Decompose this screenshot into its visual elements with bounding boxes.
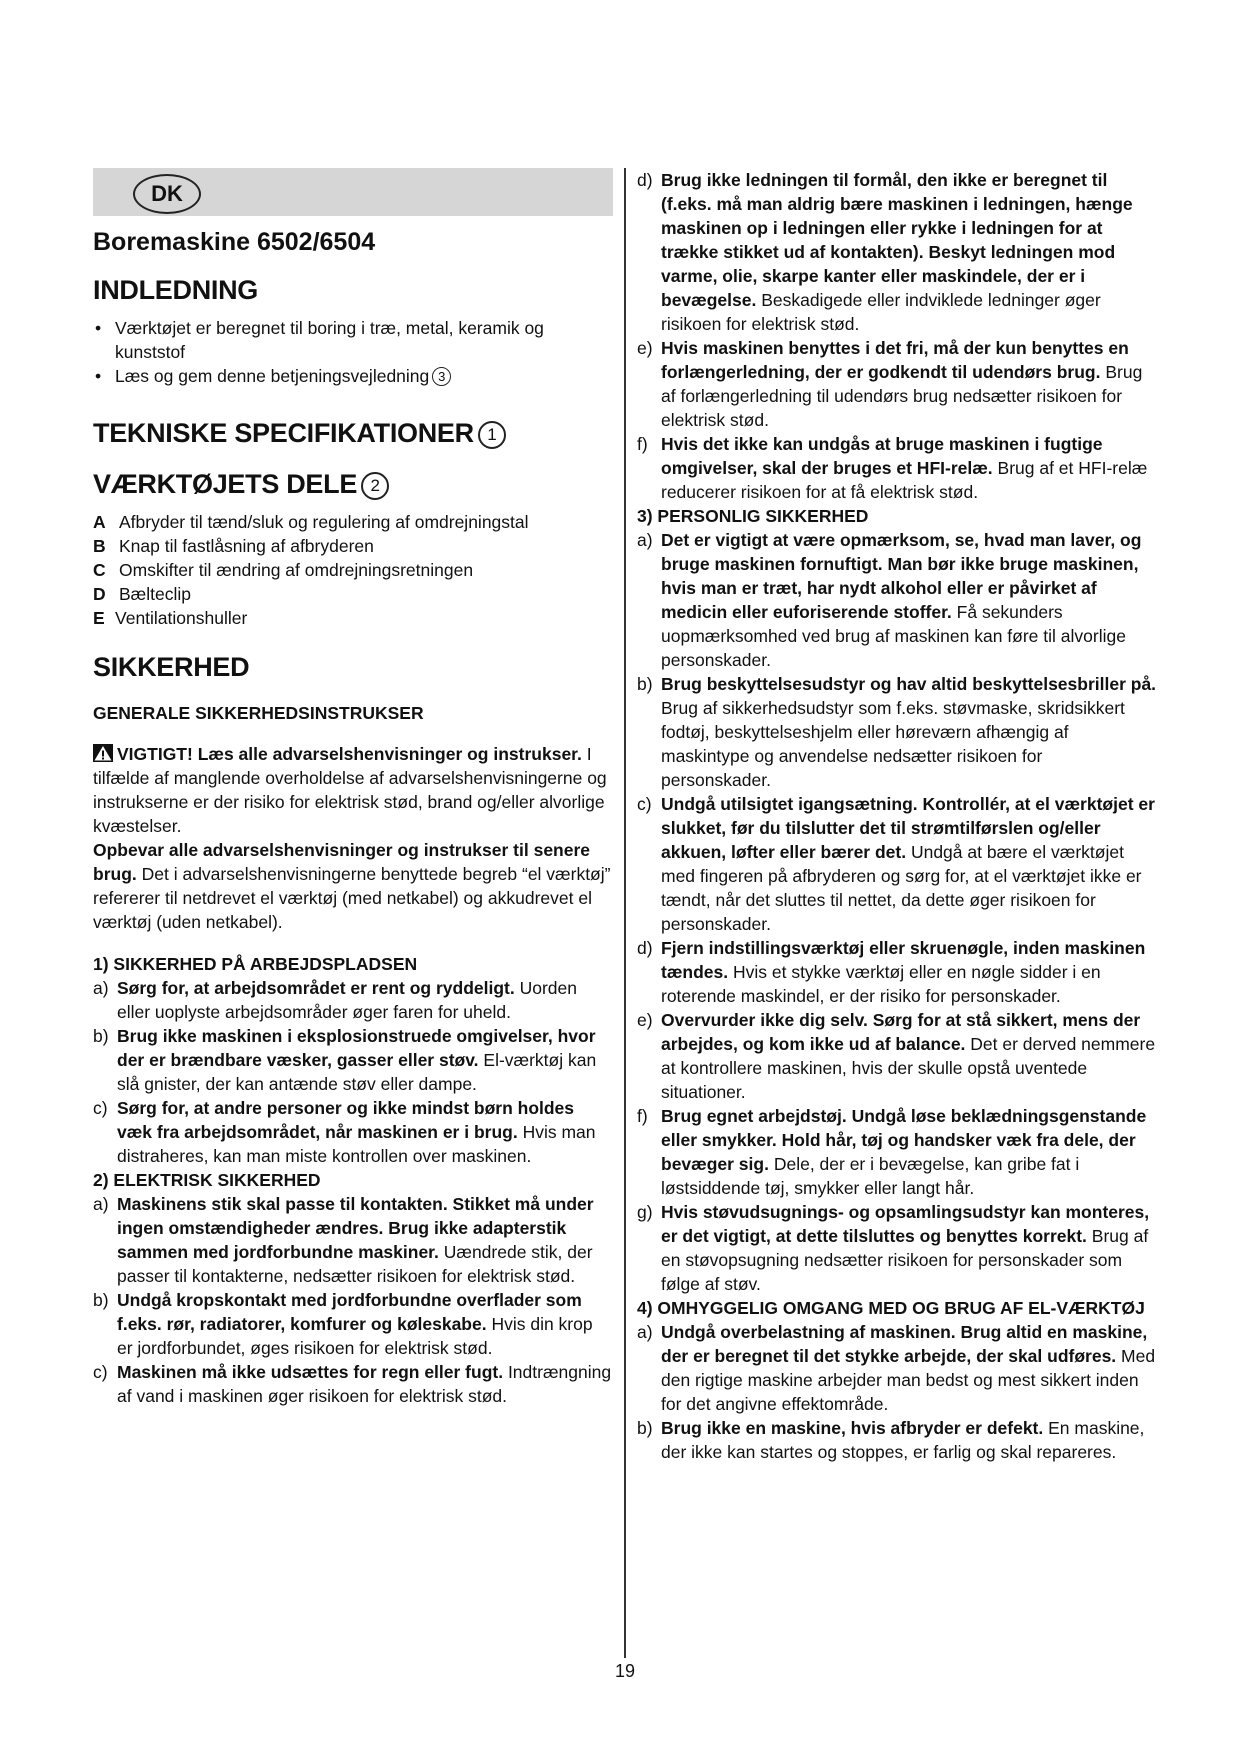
part-item: A Afbryder til tænd/sluk og regulering af omdrejningstal xyxy=(93,512,529,532)
left-column xyxy=(93,168,613,1408)
figure-ref-badge: 2 xyxy=(361,472,389,500)
language-bar xyxy=(93,168,613,216)
page-number: 19 xyxy=(614,1661,636,1681)
column-divider xyxy=(624,168,626,1658)
document-title: Boremaskine 6502/6504 xyxy=(93,228,376,256)
safety-item: b) Undgå kropskontakt med jordforbundne overflader som f.eks. rør, radiatorer, komfurer og køleskabe. Hvis din krop er jordforbundet, øges risikoen for elektrisk stød. xyxy=(93,1290,593,1358)
section-heading: 4) OMHYGGELIG OMGANG MED OG BRUG AF EL-VÆRKTØJ xyxy=(637,1298,1145,1318)
part-item: D Bælteclip xyxy=(93,584,191,604)
safety-item: b) Brug ikke en maskine, hvis afbryder er defekt. En maskine, der ikke kan startes og stoppes, er farlig og skal repareres. xyxy=(637,1418,1145,1462)
safety-item: f) Hvis det ikke kan undgås at bruge maskinen i fugtige omgivelser, skal der bruges et HFI-relæ. Brug af et HFI-relæ reducerer risikoen for at få elektrisk stød. xyxy=(637,434,1148,502)
language-badge: DK xyxy=(133,174,201,214)
safety-item: d) Brug ikke ledningen til formål, den ikke er beregnet til (f.eks. må man aldrig bære maskinen i ledningen, hænge maskinen op i ledningen eller rykke i ledningen for at trække stikket ud af kontakten). Beskyt ledningen mod varme, olie, skarpe kanter eller maskindele, der er i bevægelse. Beskadigede eller indviklede ledninger øger risikoen for elektrisk stød. xyxy=(637,170,1133,334)
intro-bullets xyxy=(93,316,613,388)
safety-item: a) Undgå overbelastning af maskinen. Brug altid en maskine, der er beregnet til det stykke arbejde, der skal udføres. Med den rigtige maskine arbejder man bedst og mest sikkert inden for det angivne effektområde. xyxy=(637,1322,1156,1414)
parts-list xyxy=(93,510,613,630)
heading-safety: SIKKERHED xyxy=(93,652,250,682)
warning-icon xyxy=(93,744,113,762)
safety-item: b) Brug beskyttelsesudstyr og hav altid beskyttelsesbriller på. Brug af sikkerhedsudstyr som f.eks. støvmaske, skridsikkert fodtøj, beskyttelseshjelm eller høreværn afhængig af maskintype og anvendelse nedsætter risikoen for personskader. xyxy=(637,674,1157,790)
subheading-general-safety: GENERALE SIKKERHEDSINSTRUKSER xyxy=(93,703,424,723)
section-heading: 2) ELEKTRISK SIKKERHED xyxy=(93,1170,321,1190)
safety-item: d) Fjern indstillingsværktøj eller skruenøgle, inden maskinen tændes. Hvis et stykke værktøj eller en nøgle sidder i en roterende maskindel, er der risiko for personskader. xyxy=(637,938,1146,1006)
safety-item: c) Undgå utilsigtet igangsætning. Kontrollér, at el værktøjet er slukket, før du tilslutter det til strømtilførslen og/eller akkuen, løfter eller bærer det. Undgå at bære el værktøjet med fingeren på afbryderen og sørg for, at el værktøjet ikke er tændt, når det sluttes til nettet, da dette øger risikoen for personskader. xyxy=(637,794,1155,934)
figure-ref-badge: 1 xyxy=(478,421,506,449)
safety-item: a) Maskinens stik skal passe til kontakten. Stikket må under ingen omstændigheder ændres. Brug ikke adapterstik sammen med jordforbundne maskiner. Uændrede stik, der passer til kontakterne, nedsætter risikoen for elektrisk stød. xyxy=(93,1194,594,1286)
safety-item: a) Sørg for, at arbejdsområdet er rent og ryddeligt. Uorden eller uoplyste arbejdsområder øger faren for uheld. xyxy=(93,978,577,1022)
intro-bullet: • Værktøjet er beregnet til boring i træ, metal, keramik og kunststof xyxy=(93,316,613,364)
safety-item: f) Brug egnet arbejdstøj. Undgå løse beklædningsgenstande eller smykker. Hold hår, tøj og handsker væk fra dele, der bevæger sig. Dele, der er i bevægelse, kan gribe fat i løstsiddende tøj, smykker eller langt hår. xyxy=(637,1106,1147,1198)
part-item: C Omskifter til ændring af omdrejningsretningen xyxy=(93,560,474,580)
safety-item: e) Overvurder ikke dig selv. Sørg for at stå sikkert, mens der arbejdes, og kom ikke ud af balance. Det er derved nemmere at kontrollere maskinen, hvis der skulle opstå uventede situationer. xyxy=(637,1010,1156,1102)
heading-parts: VÆRKTØJETS DELE 2 xyxy=(93,469,613,500)
section-heading: 3) PERSONLIG SIKKERHED xyxy=(637,506,869,526)
warning-paragraph: VIGTIGT! Læs alle advarselshenvisninger og instrukser. I tilfælde af manglende overholdelse af advarselshenvisningerne og instrukserne er der risiko for elektrisk stød, brand og/eller alvorlige kvæstelser. xyxy=(93,744,607,836)
keep-instructions-paragraph: Opbevar alle advarselshenvisninger og instrukser til senere brug. Det i advarselshenvisningerne benyttede begreb “el værktøj” refererer til netdrevet el værktøj (med netkabel) og akkudrevet el værktøj (uden netkabel). xyxy=(93,840,611,932)
heading-introduction: INDLEDNING xyxy=(93,275,258,305)
safety-item: c) Maskinen må ikke udsættes for regn eller fugt. Indtrængning af vand i maskinen øger risikoen for elektrisk stød. xyxy=(93,1362,612,1406)
part-item: E Ventilationshuller xyxy=(93,608,248,628)
right-column xyxy=(637,168,1157,1464)
section-heading: 1) SIKKERHED PÅ ARBEJDSPLADSEN xyxy=(93,954,418,974)
safety-item: e) Hvis maskinen benyttes i det fri, må der kun benyttes en forlængerledning, der er godkendt til udendørs brug. Brug af forlængerledning til udendørs brug nedsætter risikoen for elektrisk stød. xyxy=(637,338,1143,430)
heading-specs: TEKNISKE SPECIFIKATIONER 1 xyxy=(93,418,613,449)
safety-item: c) Sørg for, at andre personer og ikke mindst børn holdes væk fra arbejdsområdet, når maskinen er i brug. Hvis man distraheres, kan man miste kontrollen over maskinen. xyxy=(93,1098,596,1166)
part-item: B Knap til fastlåsning af afbryderen xyxy=(93,536,374,556)
safety-item: a) Det er vigtigt at være opmærksom, se, hvad man laver, og bruge maskinen fornuftigt. Man bør ikke bruge maskinen, hvis man er træt, har nydt alkohol eller er påvirket af medicin eller euforiserende stoffer. Få sekunders uopmærksomhed ved brug af maskinen kan føre til alvorlige personskader. xyxy=(637,530,1142,670)
safety-item: b) Brug ikke maskinen i eksplosionstruede omgivelser, hvor der er brændbare væsker, gasser eller støv. El-værktøj kan slå gnister, der kan antænde støv eller dampe. xyxy=(93,1026,597,1094)
safety-item: g) Hvis støvudsugnings- og opsamlingsudstyr kan monteres, er det vigtigt, at dette tilsluttes og benyttes korrekt. Brug af en støvopsugning nedsætter risikoen for personskader som følge af støv. xyxy=(637,1202,1150,1294)
intro-bullet: • Læs og gem denne betjeningsvejledning 3 xyxy=(93,364,613,388)
figure-ref-badge: 3 xyxy=(432,367,451,386)
